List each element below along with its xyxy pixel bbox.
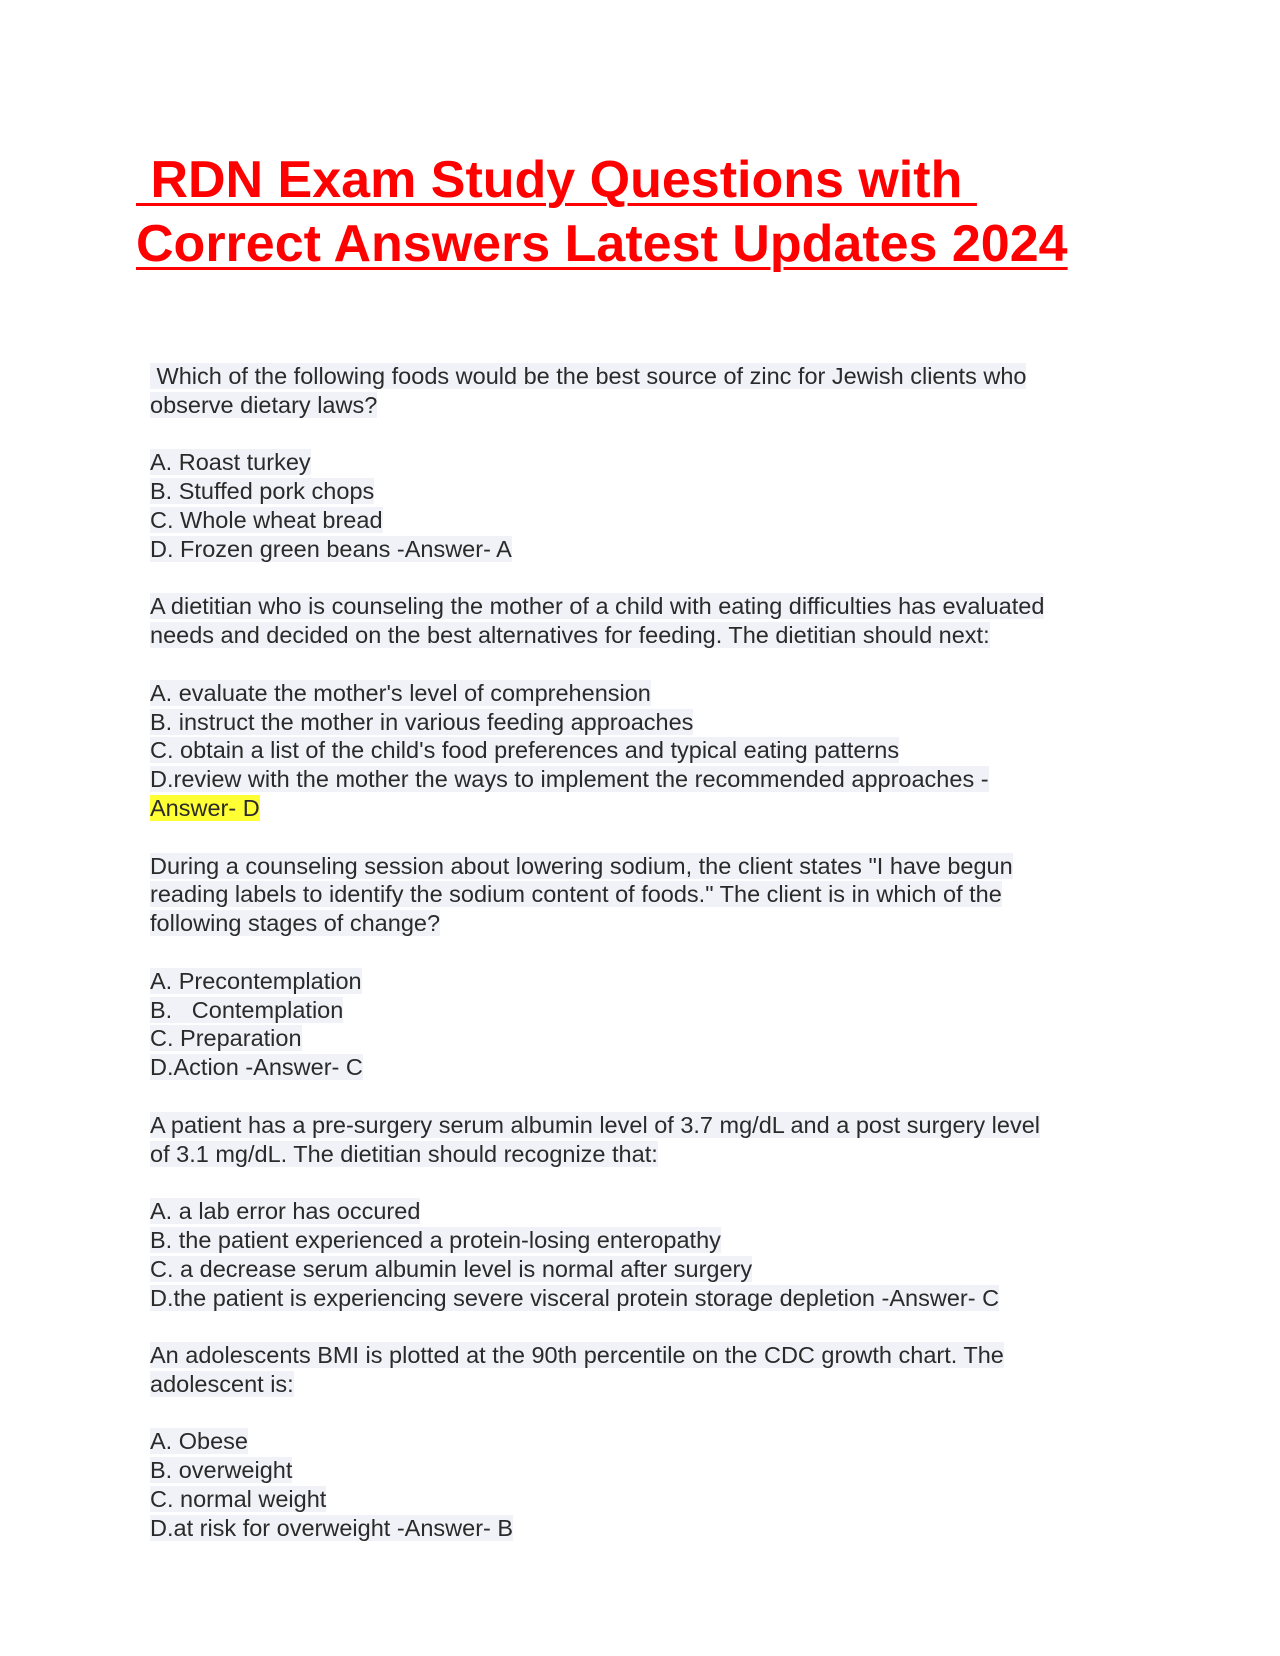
question-stem [150, 592, 1150, 650]
answer-options [150, 448, 1150, 563]
stem-line: A patient has a pre-surgery serum albumin level of 3.7 mg/dL and a post surgery level [150, 1111, 1040, 1138]
question-stem [150, 1111, 1150, 1169]
question-3 [150, 852, 1150, 1082]
answer-options [150, 679, 1150, 823]
stem-line: During a counseling session about lowering sodium, the client states "I have begun [150, 852, 1013, 879]
question-4 [150, 1111, 1150, 1313]
option-c: C. Whole wheat bread [150, 506, 383, 533]
page-title [136, 148, 1146, 276]
option-d: D.the patient is experiencing severe visceral protein storage depletion -Answer- C [150, 1284, 1000, 1311]
stem-line: of 3.1 mg/dL. The dietitian should recognize that: [150, 1140, 658, 1167]
option-c: C. obtain a list of the child's food preferences and typical eating patterns [150, 737, 900, 764]
option-b: B. instruct the mother in various feeding approaches [150, 708, 694, 735]
option-c: C. a decrease serum albumin level is normal after surgery [150, 1255, 753, 1282]
answer-options [150, 1197, 1150, 1312]
question-5 [150, 1341, 1150, 1543]
stem-line: following stages of change? [150, 910, 441, 937]
option-a: A. Precontemplation [150, 967, 362, 994]
option-c: C. normal weight [150, 1486, 327, 1513]
option-b: B. Contemplation [150, 996, 344, 1023]
stem-line: needs and decided on the best alternatives for feeding. The dietitian should next: [150, 622, 990, 649]
stem-line: An adolescents BMI is plotted at the 90th percentile on the CDC growth chart. The [150, 1342, 1004, 1369]
answer-options [150, 967, 1150, 1082]
question-stem [150, 852, 1150, 938]
title-line-1 [136, 148, 1146, 212]
answer-options [150, 1427, 1150, 1542]
question-stem [150, 1341, 1150, 1399]
option-d: D.at risk for overweight -Answer- B [150, 1514, 514, 1541]
option-b: B. the patient experienced a protein-losing enteropathy [150, 1226, 721, 1253]
option-c: C. Preparation [150, 1025, 302, 1052]
option-d: D.Action -Answer- C [150, 1054, 363, 1081]
question-stem [150, 362, 1150, 420]
stem-line: adolescent is: [150, 1370, 294, 1397]
answer-highlight: Answer- D [150, 794, 260, 821]
question-1 [150, 362, 1150, 564]
stem-line: reading labels to identify the sodium content of foods." The client is in which of the [150, 881, 1002, 908]
option-d: D.review with the mother the ways to implement the recommended approaches - [150, 766, 989, 793]
stem-line: A dietitian who is counseling the mother of a child with eating difficulties has evaluated [150, 593, 1045, 620]
title-line-2 [136, 212, 1146, 276]
stem-line: observe dietary laws? [150, 391, 378, 418]
option-a: A. Obese [150, 1428, 248, 1455]
stem-line: Which of the following foods would be the best source of zinc for Jewish clients who [150, 363, 1027, 389]
title-line-2-text: Correct Answers Latest Updates 2024 [136, 215, 1068, 273]
question-2 [150, 592, 1150, 822]
option-a: A. Roast turkey [150, 449, 311, 476]
option-d: D. Frozen green beans -Answer- A [150, 535, 512, 562]
option-b: B. Stuffed pork chops [150, 478, 375, 505]
question-list [150, 362, 1150, 1571]
option-b: B. overweight [150, 1457, 293, 1484]
option-a: A. a lab error has occured [150, 1198, 421, 1225]
option-a: A. evaluate the mother's level of comprehension [150, 679, 651, 706]
title-line-1-text: RDN Exam Study Questions with [136, 151, 977, 209]
